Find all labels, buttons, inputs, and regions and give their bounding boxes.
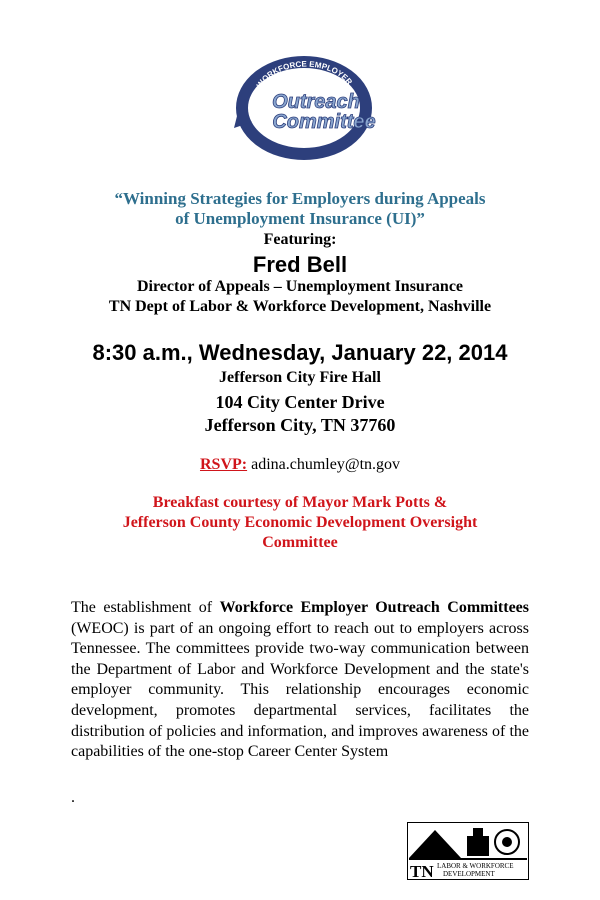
tn-logo-divider [409,858,527,860]
speaker-name: Fred Bell [252,252,348,277]
description-bold-term: Workforce Employer Outreach Committees [219,599,530,616]
description-lead: The establishment of [71,599,220,616]
event-street: 104 City Center Drive [215,392,385,412]
featuring-label: Featuring: [263,231,337,248]
speaker-org: TN Dept of Labor & Workforce Development, Nashville [108,298,492,315]
description-rest: (WEOC) is part of an ongoing effort to reach out to employers across Tennessee. The committees provide two-way communication between the Department of Labor and Workforce Development and the state's employer community. This relationship encourages economic development, promotes departmental services, facilitates the distribution of policies and information, and improves awareness of the capabilities of the one-stop Career Center System [71,619,529,761]
tn-logo-capitol-icon [467,836,489,856]
speaker-details [0,277,600,317]
logo-word-committee: Committee [272,111,376,133]
rsvp-label: RSVP: [199,456,248,473]
tn-logo-line-2: DEVELOPMENT [443,870,495,878]
speaker-role: Director of Appeals – Unemployment Insurance [136,278,464,295]
tn-labor-workforce-logo [407,822,529,880]
event-title-line-2: of Unemployment Insurance (UI)” [175,209,425,228]
event-city: Jefferson City, TN 37760 [204,415,396,435]
rsvp-line [0,455,600,475]
trailing-period: . [71,789,75,806]
weoc-description [71,598,529,763]
breakfast-line-3: Committee [262,534,338,551]
tn-logo-line-1: LABOR & WORKFORCE [437,862,514,870]
breakfast-note [0,493,600,553]
tn-logo-gear-hub [502,837,512,847]
event-venue: Jefferson City Fire Hall [219,369,381,386]
breakfast-line-1: Breakfast courtesy of Mayor Mark Potts & [152,494,448,511]
event-title-line-1: “Winning Strategies for Employers during Appeals [114,189,486,208]
event-title [0,189,600,229]
rsvp-email[interactable]: adina.chumley@tn.gov [251,456,401,473]
logo-top-text: WORKFORCE EMPLOYER [254,59,354,90]
tn-logo-mark: TN [410,862,434,880]
event-datetime: 8:30 a.m., Wednesday, January 22, 2014 [92,340,508,365]
logo-word-outreach: Outreach [272,91,360,113]
tn-logo-capitol-tower [473,828,483,838]
outreach-committee-logo [230,56,378,164]
breakfast-line-2: Jefferson County Economic Development Oversight [122,514,478,531]
